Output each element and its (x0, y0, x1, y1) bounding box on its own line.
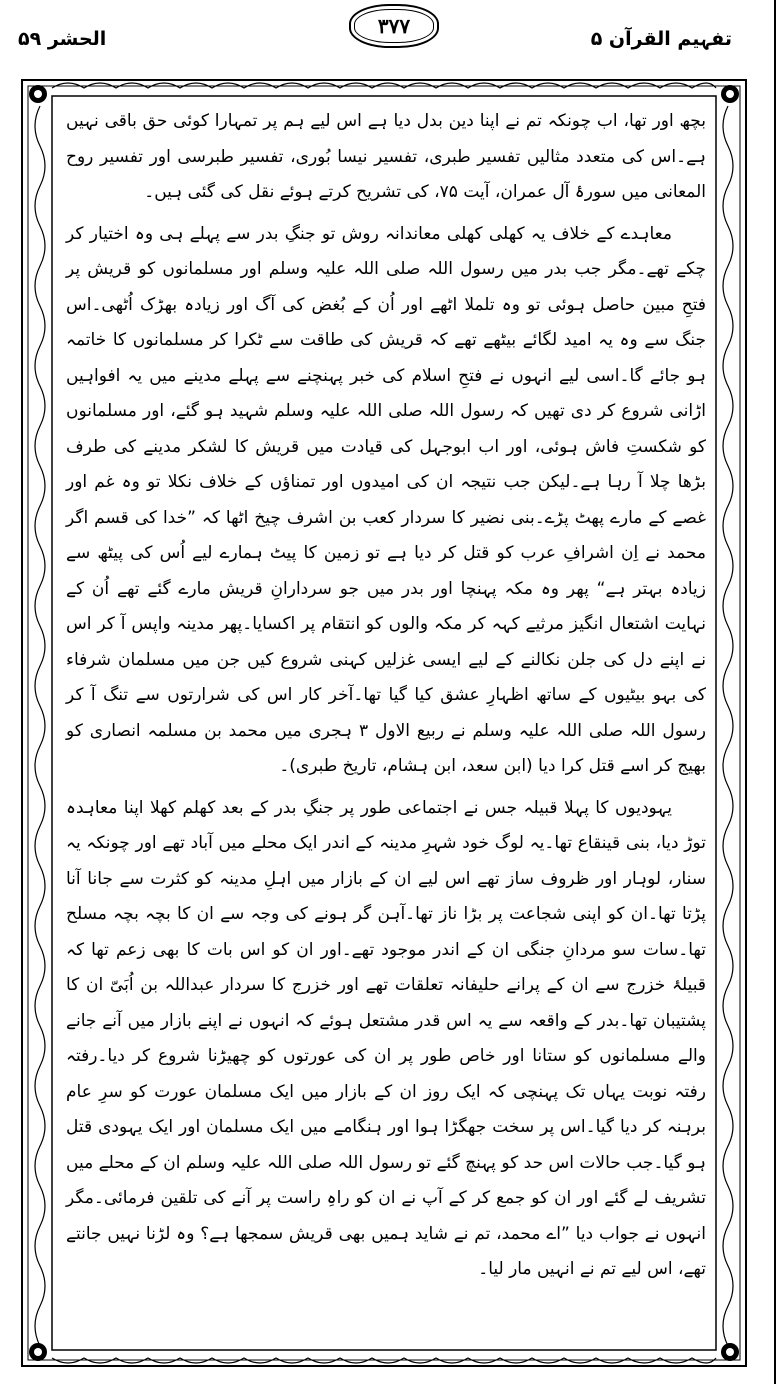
page-edge (774, 0, 784, 1384)
page-number-medallion (349, 4, 439, 48)
surah-reference: الحشر ۵۹ (18, 28, 107, 50)
page-number: ۳۷۷ (377, 14, 411, 38)
page-header (0, 0, 784, 70)
paragraph-2: معاہدے کے خلاف یہ کھلی کھلی معاندانہ روش تو جنگِ بدر سے پہلے ہی وہ اختیار کر چکے تھے۔مگر جب بدر میں رسول اللہ صلی اللہ علیہ وسلم اور مسلمانوں کو قریش پر فتحِ مبین حاصل ہوئی تو وہ تلملا اٹھے اور اُن کے بُغض کی آگ اور زیادہ بھڑک اُٹھی۔اس جنگ سے وہ یہ امید لگائے بیٹھے تھے کہ قریش کی طاقت سے ٹکرا کر مسلمانوں کا خاتمہ ہو جائے گا۔اسی لیے انہوں نے فتحِ اسلام کی خبر پہنچنے سے پہلے مدینے میں یہ افواہیں اڑانی شروع کر دی تھیں کہ رسول اللہ صلی اللہ علیہ وسلم شہید ہو گئے، اور مسلمانوں کو شکستِ فاش ہوئی، اور اب ابوجہل کی قیادت میں قریش کا لشکر مدینے کی طرف بڑھا چلا آ رہا ہے۔لیکن جب نتیجہ ان کی امیدوں اور تمناؤں کے خلاف نکلا تو وہ غم اور غصے کے مارے پھٹ پڑے۔بنی نضیر کا سردار کعب بن اشرف چیخ اٹھا کہ ”خدا کی قسم اگر محمد نے اِن اشرافِ عرب کو قتل کر دیا ہے تو زمین کا پیٹ ہمارے لیے اُس کی پیٹھ سے زیادہ بہتر ہے“ پھر وہ مکہ پہنچا اور بدر میں جو سردارانِ قریش مارے گئے تھے اُن کے نہایت اشتعال انگیز مرثیے کہہ کر مکہ والوں کو انتقام پر اکسایا۔پھر مدینہ واپس آ کر اس نے اپنے دل کی جلن نکالنے کے لیے ایسی غزلیں کہنی شروع کیں جن میں مسلمان شرفاء کی بہو بیٹیوں کے ساتھ اظہارِ عشق کیا گیا تھا۔آخر کار اس کی شرارتوں سے تنگ آ کر رسول اللہ صلی اللہ علیہ وسلم نے ربیع الاول ۳ ہجری میں محمد بن مسلمہ انصاری کو بھیج کر اسے قتل کرا دیا (ابن سعد، ابن ہشام، تاریخ طبری)۔ (66, 223, 706, 776)
book-title: تفہیم القرآن ۵ (590, 28, 732, 50)
paragraph-1: بچھ اور تھا، اب چونکہ تم نے اپنا دین بدل دیا ہے اس لیے ہم پر تمہارا کوئی حق باقی نہیں ہے۔اس کی متعدد مثالیں تفسیر طبری، تفسیر نیسا بُوری، تفسیر طبرسی اور تفسیر روح المعانی میں سورۂ آل عمران، آیت ۷۵، کی تشریح کرتے ہوئے نقل کی گئی ہیں۔ (66, 111, 706, 202)
paragraph-3: یہودیوں کا پہلا قبیلہ جس نے اجتماعی طور پر جنگِ بدر کے بعد کھلم کھلا اپنا معاہدہ توڑ دیا، بنی قینقاع تھا۔یہ لوگ خود شہرِ مدینہ کے اندر ایک محلے میں آباد تھے اور چونکہ یہ سنار، لوہار اور ظروف ساز تھے اس لیے ان کے بازار میں اہلِ مدینہ کو کثرت سے جانا آنا پڑتا تھا۔ان کو اپنی شجاعت پر بڑا ناز تھا۔آہن گر ہونے کی وجہ سے ان کا بچہ بچہ مسلح تھا۔سات سو مردانِ جنگی ان کے اندر موجود تھے۔اور ان کو اس بات کا بھی زعم تھا کہ قبیلۂ خزرج سے ان کے پرانے حلیفانہ تعلقات تھے اور خزرج کا سردار عبداللہ بن اُبَیّ ان کا پشتیبان تھا۔بدر کے واقعہ سے یہ اس قدر مشتعل ہوئے کہ انہوں نے اپنے بازار میں آنے جانے والے مسلمانوں کو ستانا اور خاص طور پر ان کی عورتوں کو چھیڑنا شروع کر دیا۔رفتہ رفتہ نوبت یہاں تک پہنچی کہ ایک روز ان کے بازار میں ایک مسلمان عورت کو سرِ عام برہنہ کر دیا گیا۔اس پر سخت جھگڑا ہوا اور ہنگامے میں ایک مسلمان اور ایک یہودی قتل ہو گیا۔جب حالات اس حد کو پہنچ گئے تو رسول اللہ صلی اللہ علیہ وسلم ان کے محلے میں تشریف لے گئے اور ان کو جمع کر کے آپ نے ان کو راہِ راست پر آنے کی تلقین فرمائی۔مگر انہوں نے جواب دیا ”اے محمد، تم نے شاید ہمیں بھی قریش سمجھا ہے؟ وہ لڑنا نہیں جانتے تھے، اس لیے تم نے انہیں مار لیا۔ (66, 797, 706, 1279)
page-body (66, 104, 706, 1368)
